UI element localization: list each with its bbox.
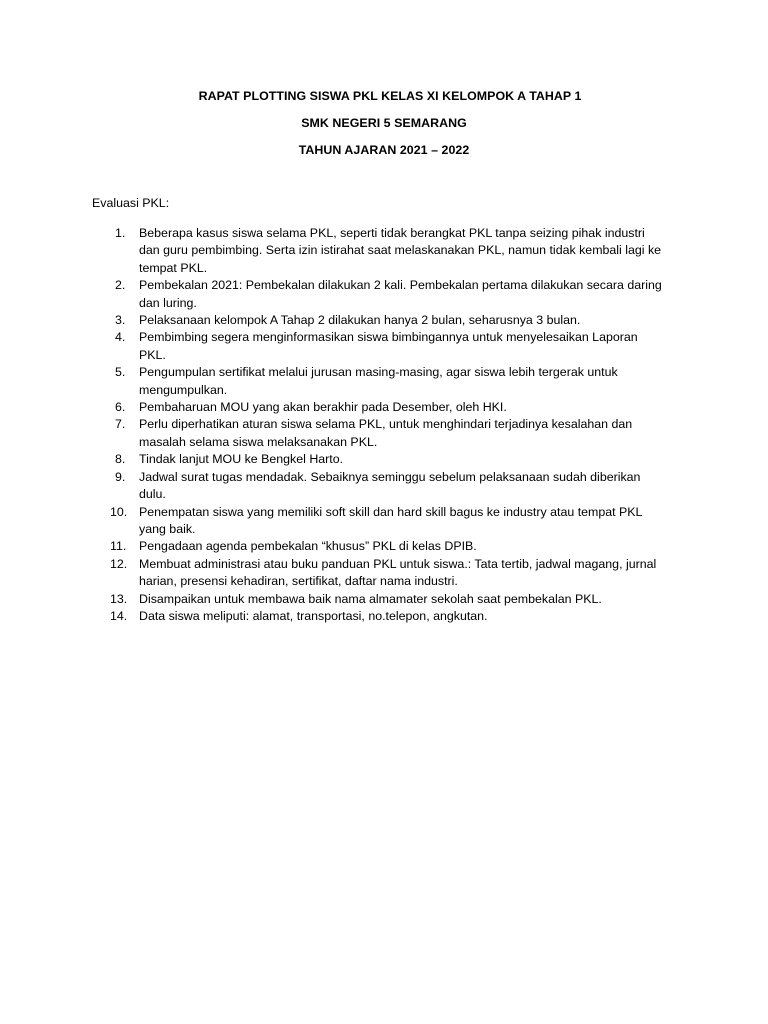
- list-item: [92, 469, 682, 504]
- list-item-text: Pembimbing segera menginformasikan siswa bimbingannya untuk menyelesaikan Laporan PKL.: [139, 330, 638, 362]
- list-item-text: Tindak lanjut MOU ke Bengkel Harto.: [139, 452, 344, 467]
- list-item-number: 10.: [110, 504, 128, 519]
- list-item-text: Beberapa kasus siswa selama PKL, seperti tidak berangkat PKL tanpa seizing pihak industri dan guru pembimbing. Serta izin istirahat saat melaskanakan PKL, namun tidak kembali lagi ke tempat PKL.: [139, 226, 662, 275]
- list-item-number: 14.: [110, 608, 128, 623]
- list-item-number: 3.: [115, 313, 126, 328]
- list-item-text: Jadwal surat tugas mendadak. Sebaiknya seminggu sebelum pelaksanaan sudah diberikan dulu.: [139, 469, 641, 502]
- list-item: [92, 225, 682, 277]
- list-item: [92, 608, 682, 625]
- list-item: [92, 538, 682, 555]
- list-item-text: Data siswa meliputi: alamat, transportasi, no.telepon, angkutan.: [139, 608, 488, 623]
- list-item-text: Membuat administrasi atau buku panduan PKL untuk siswa.: Tata tertib, jadwal magang, jurnal harian, presensi kehadiran, sertifikat, daftar nama industri.: [139, 556, 657, 589]
- list-item-text: Penempatan siswa yang memiliki soft skill dan hard skill bagus ke industry atau tempat PKL yang baik.: [139, 504, 642, 536]
- list-item: [92, 364, 682, 399]
- list-item-number: 12.: [110, 556, 128, 571]
- list-item-number: 7.: [115, 417, 126, 432]
- list-item: [92, 399, 682, 416]
- school-name: SMK NEGERI 5 SEMARANG: [301, 116, 467, 130]
- list-item-text: Perlu diperhatikan aturan siswa selama PKL, untuk menghindari terjadinya kesalahan dan masalah selama siswa melaksanakan PKL.: [139, 417, 633, 449]
- list-item-number: 11.: [110, 539, 127, 554]
- list-item-number: 6.: [115, 400, 126, 415]
- list-item-text: Disampaikan untuk membawa baik nama almamater sekolah saat pembekalan PKL.: [139, 591, 602, 606]
- list-item-text: Pembaharuan MOU yang akan berakhir pada Desember, oleh HKI.: [139, 400, 507, 415]
- list-item: [92, 556, 682, 591]
- section-label: Evaluasi PKL:: [92, 196, 170, 210]
- document-title: RAPAT PLOTTING SISWA PKL KELAS XI KELOMPOK A TAHAP 1: [198, 89, 582, 103]
- list-item-text: Pembekalan 2021: Pembekalan dilakukan 2 kali. Pembekalan pertama dilakukan secara daring dan luring.: [139, 278, 662, 310]
- list-item: [92, 416, 682, 451]
- list-item: [92, 451, 682, 468]
- list-item-number: 9.: [115, 469, 126, 484]
- list-item-number: 13.: [110, 591, 128, 606]
- list-item: [92, 277, 682, 312]
- list-item-text: Pengadaan agenda pembekalan “khusus” PKL di kelas DPIB.: [139, 539, 477, 554]
- list-item-text: Pengumpulan sertifikat melalui jurusan masing-masing, agar siswa lebih tergerak untuk mengumpulkan.: [139, 365, 618, 397]
- list-item: [92, 504, 682, 539]
- list-item-number: 5.: [115, 365, 126, 380]
- list-item: [92, 329, 682, 364]
- list-item: [92, 312, 682, 329]
- academic-year: TAHUN AJARAN 2021 – 2022: [298, 143, 470, 157]
- list-item: [92, 591, 682, 608]
- list-item-number: 8.: [115, 452, 126, 467]
- list-item-number: 4.: [115, 330, 126, 345]
- list-item-number: 2.: [115, 278, 126, 293]
- evaluation-list: [92, 225, 682, 625]
- list-item-text: Pelaksanaan kelompok A Tahap 2 dilakukan hanya 2 bulan, seharusnya 3 bulan.: [139, 313, 581, 328]
- list-item-number: 1.: [115, 226, 126, 240]
